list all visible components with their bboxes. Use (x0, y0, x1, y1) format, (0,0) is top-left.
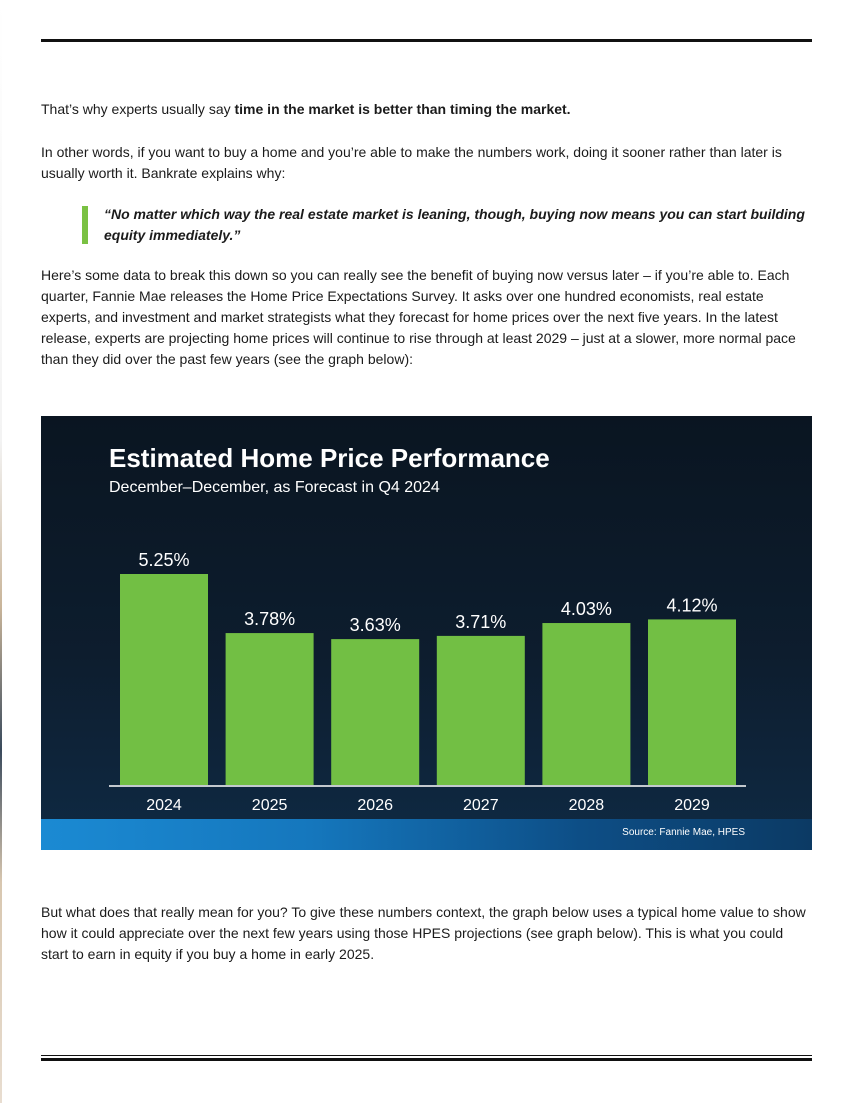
bar-2029 (648, 619, 736, 785)
left-edge-strip (0, 0, 2, 1103)
value-label-2024: 5.25% (138, 550, 190, 570)
chart-footer-band (41, 819, 812, 850)
x-tick-label-2024: 2024 (146, 797, 182, 814)
value-label-2026: 3.63% (349, 615, 401, 636)
chart-subtitle: December–December, as Forecast in Q4 2024 (109, 479, 440, 496)
value-label-2027: 3.71% (455, 611, 507, 632)
top-divider (41, 39, 812, 42)
x-tick-label-2028: 2028 (568, 797, 605, 814)
x-tick-label-2029: 2029 (674, 797, 710, 814)
x-tick-label-2027: 2027 (463, 797, 499, 814)
intro-emphasis: time in the market is better than timing the market. (234, 101, 571, 117)
chart-plot (41, 416, 812, 850)
bar-2024 (120, 574, 208, 785)
bottom-divider-thick (41, 1058, 812, 1061)
bar-2027 (437, 636, 525, 785)
x-tick-label-2026: 2026 (357, 797, 393, 814)
paragraph-bankrate: In other words, if you want to buy a home and you’re able to make the numbers work, doing it sooner rather than later is usually worth it. Bankrate explains why: (41, 144, 782, 181)
intro-paragraph (41, 99, 813, 120)
value-label-2028: 4.03% (560, 599, 612, 620)
bottom-divider-thin (41, 1055, 812, 1056)
intro-lead: That’s why experts usually say (41, 101, 235, 117)
chart-title: Estimated Home Price Performance (109, 443, 550, 473)
bar-2025 (226, 633, 314, 785)
value-label-2025: 3.78% (244, 609, 296, 630)
x-tick-label-2025: 2025 (251, 797, 288, 814)
bankrate-quote: “No matter which way the real estate market is leaning, though, buying now means you can start building equity immediately.” (104, 206, 805, 243)
value-label-2029: 4.12% (666, 595, 718, 616)
home-price-chart (41, 416, 812, 850)
paragraph-hpes: Here’s some data to break this down so you can really see the benefit of buying now versus later – if you’re able to. Each quarter, Fannie Mae releases the Home Price Expectations Survey. It asks over one hundred economists, real estate experts, and investment and market strategists what they forecast for home prices over the next five years. In the latest release, experts are projecting home prices will continue to rise through at least 2029 – just at a slower, more normal pace than they did over the past few years (see the graph below): (41, 267, 796, 367)
chart-source: Source: Fannie Mae, HPES (622, 827, 745, 838)
paragraph-context: But what does that really mean for you? To give these numbers context, the graph below uses a typical home value to show how it could appreciate over the next few years using those HPES projections (see graph below). This is what you could start to earn in equity if you buy a home in early 2025. (41, 904, 806, 962)
quote-accent-bar (82, 206, 88, 244)
bar-2028 (542, 623, 630, 785)
bar-2026 (331, 639, 419, 785)
